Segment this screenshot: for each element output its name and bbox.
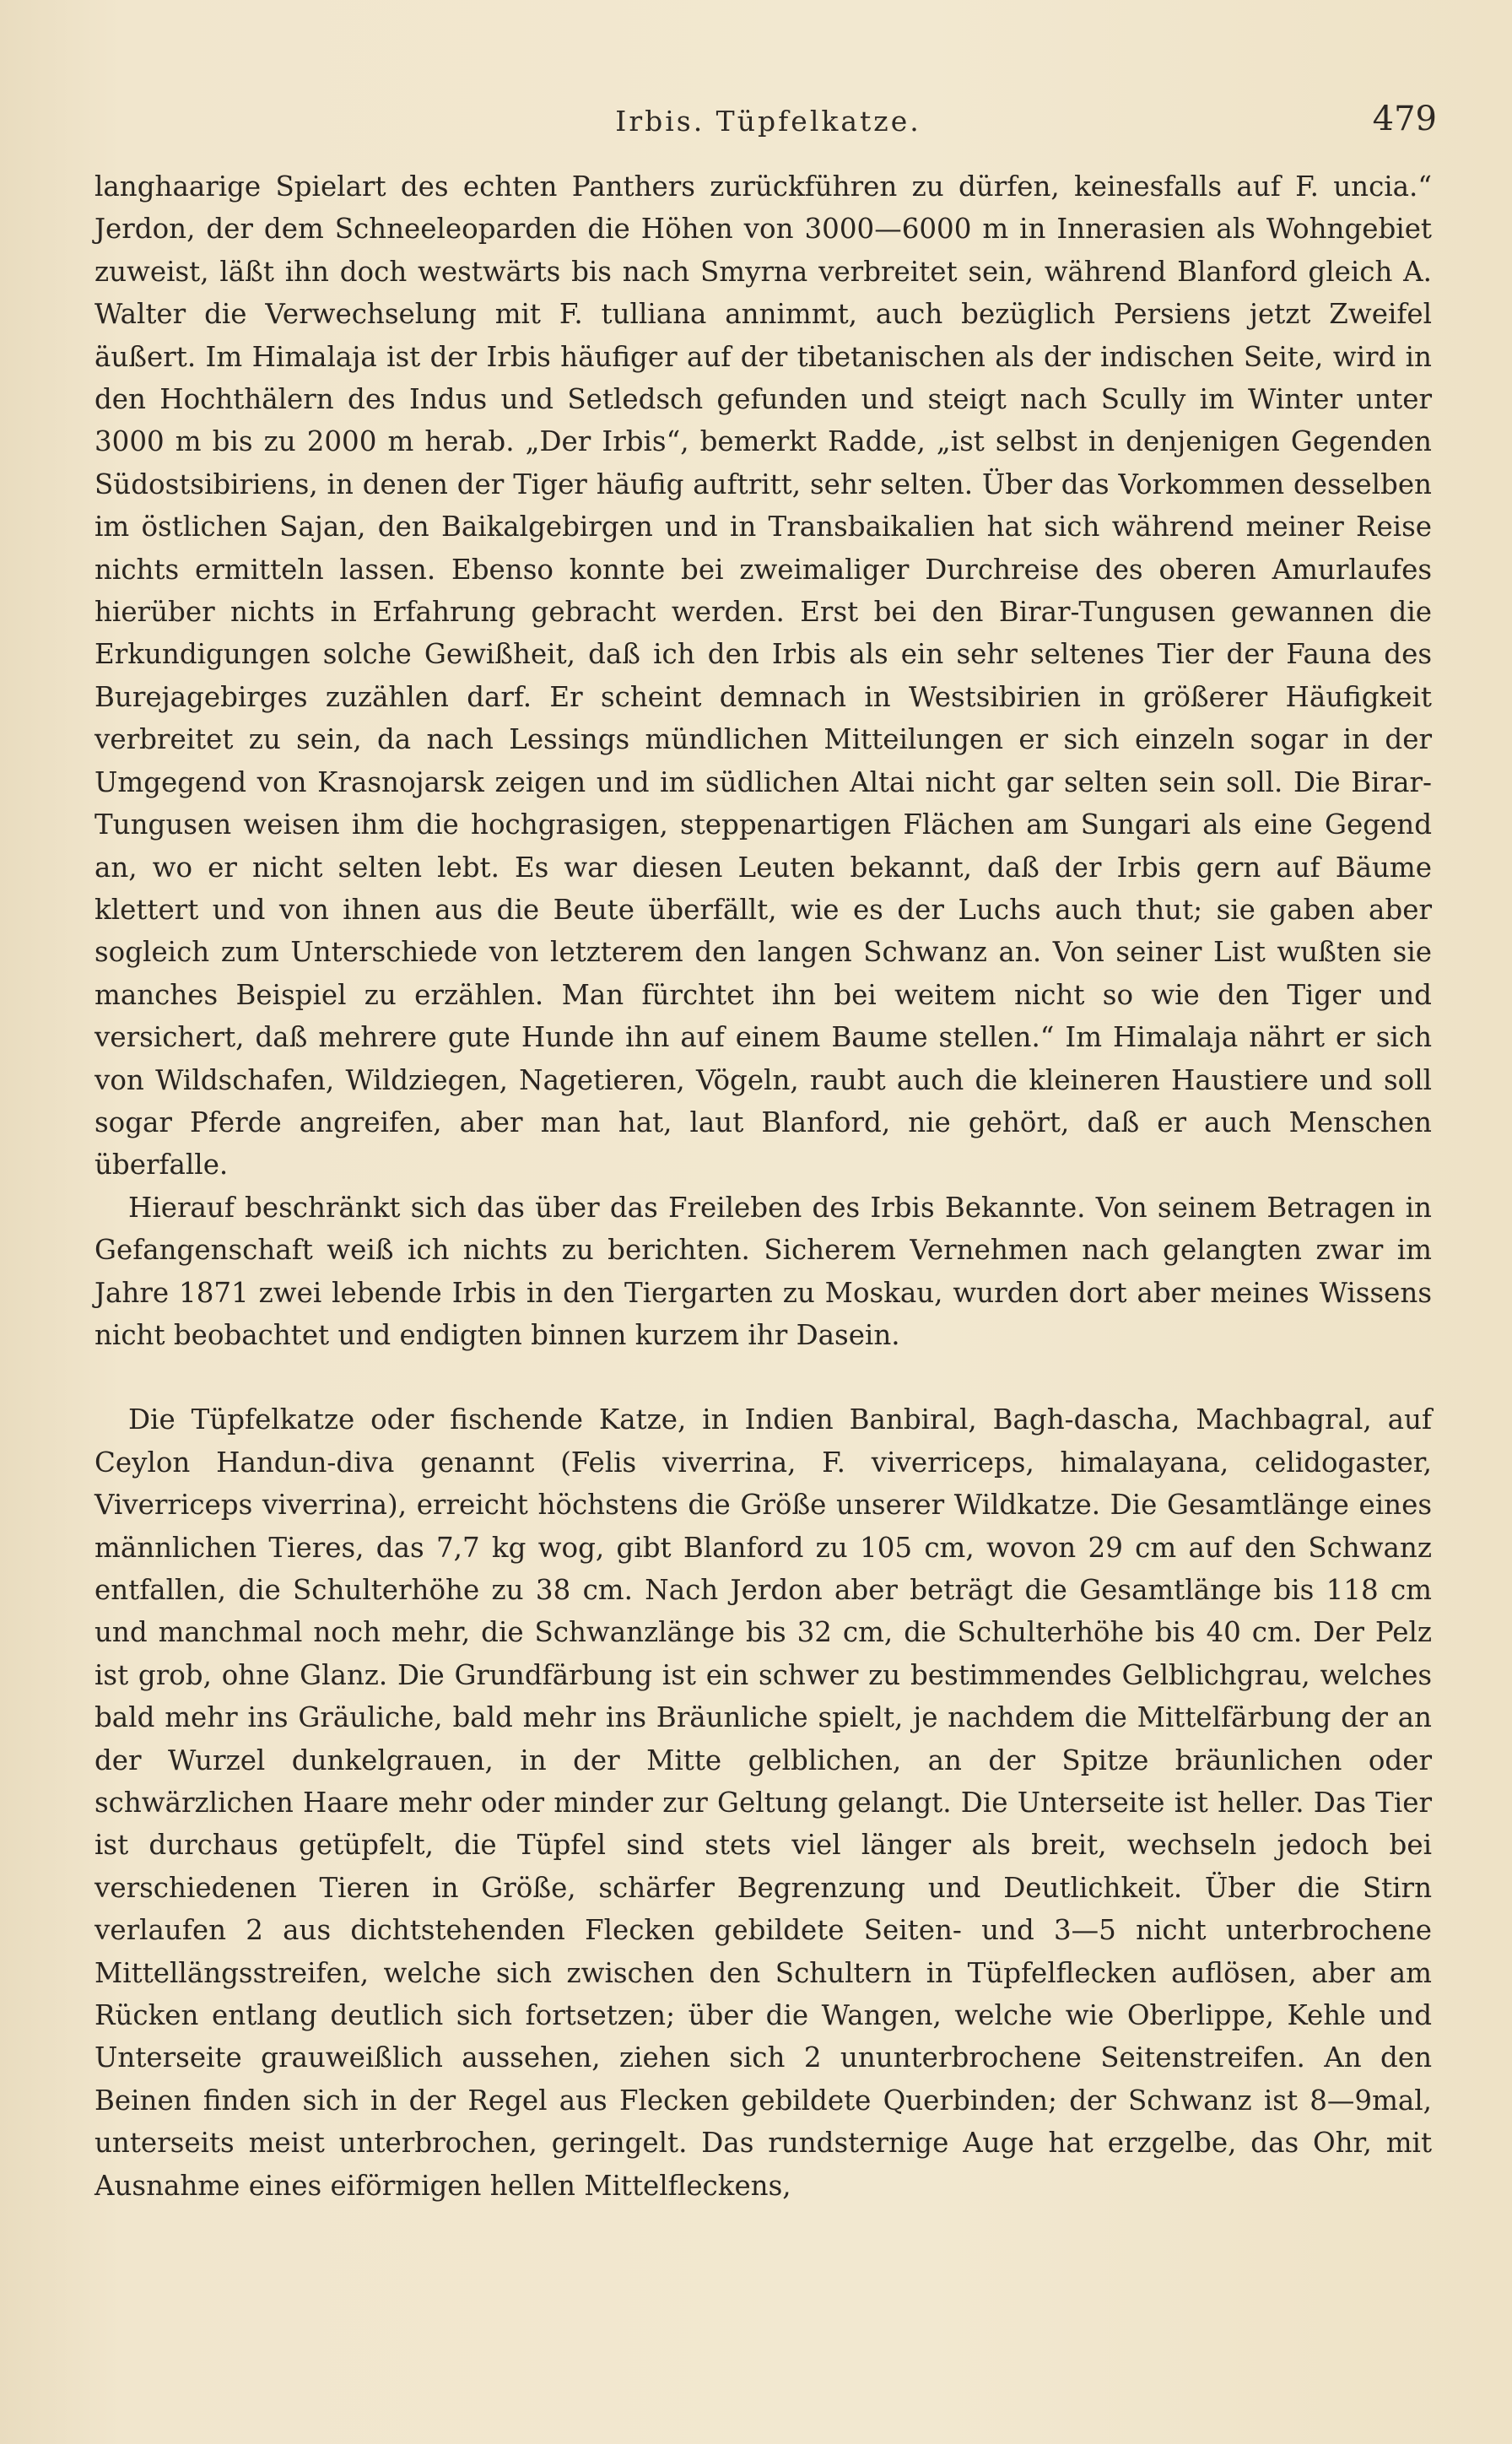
page-header — [100, 100, 1437, 150]
running-title: Irbis. Tüpfelkatze. — [615, 105, 921, 138]
paragraph-text: Hierauf beschränkt sich das über das Freileben des Irbis Bekannte. Von seinem Betragen in Gefangenschaft weiß ich nichts zu berichten. Sicherem Vernehmen nach gelangten zwar im Jahre 1871 zwei lebende Irbis in den Tiergarten zu Moskau, wurden dort aber meines Wissens nicht beobachtet und endigten binnen kurzem ihr Dasein. — [94, 1191, 1432, 1351]
paragraph-text: Die Tüpfelkatze oder fischende Katze, in Indien Banbiral, Bagh-dascha, Machbagral, auf Ceylon Handun-diva genannt (Felis viverrina, F. viverriceps, himalayana, celidogaster, Viverriceps viverrina), erreicht höchstens die Größe unserer Wildkatze. Die Gesamtlänge eines männlichen Tieres, das 7,7 kg wog, gibt Blanford zu 105 cm, wovon 29 cm auf den Schwanz entfallen, die Schulterhöhe zu 38 cm. Nach Jerdon aber beträgt die Gesamtlänge bis 118 cm und manchmal noch mehr, die Schwanzlänge bis 32 cm, die Schulterhöhe bis 40 cm. Der Pelz ist grob, ohne Glanz. Die Grundfärbung ist ein schwer zu bestimmendes Gelblichgrau, welches bald mehr ins Gräuliche, bald mehr ins Bräunliche spielt, je nachdem die Mittelfärbung der an der Wurzel dunkelgrauen, in der Mitte gelblichen, an der Spitze bräunlichen oder schwärzlichen Haare mehr oder minder zur Geltung gelangt. Die Unterseite ist heller. Das Tier ist durchaus getüpfelt, die Tüpfel sind stets viel länger als breit, wechseln jedoch bei verschiedenen Tieren in Größe, schärfer Begrenzung und Deutlichkeit. Über die Stirn verlaufen 2 aus dichtstehenden Flecken gebildete Seiten- und 3—5 nicht unterbrochene Mittellängsstreifen, welche sich zwischen den Schultern in Tüpfelflecken auflösen, aber am Rücken entlang deutlich sich fortsetzen; über die Wangen, welche wie Oberlippe, Kehle und Unterseite grauweißlich aussehen, ziehen sich 2 ununterbrochene Seitenstreifen. An den Beinen finden sich in der Regel aus Flecken gebildete Querbinden; der Schwanz ist 8—9mal, unterseits meist unterbrochen, geringelt. Das rundsternige Auge hat erzgelbe, das Ohr, mit Ausnahme eines eiförmigen hellen Mittelfleckens, — [94, 1403, 1432, 2202]
paragraph-irbis-distribution — [94, 165, 1432, 1187]
paragraph-irbis-captivity — [94, 1187, 1432, 1357]
page-number: 479 — [1372, 100, 1437, 138]
body-text — [94, 165, 1432, 2207]
paragraph-text: langhaarige Spielart des echten Panthers zurückführen zu dürfen, keinesfalls auf F. uncia.“ Jerdon, der dem Schneeleoparden die Höhen von 3000—6000 m in Innerasien als Wohngebiet zuweist, läßt ihn doch westwärts bis nach Smyrna verbreitet sein, während Blanford gleich A. Walter die Verwechselung mit F. tulliana annimmt, auch bezüglich Persiens jetzt Zweifel äußert. Im Himalaja ist der Irbis häufiger auf der tibetanischen als der indischen Seite, wird in den Hochthälern des Indus und Setledsch gefunden und steigt nach Scully im Winter unter 3000 m bis zu 2000 m herab. „Der Irbis“, bemerkt Radde, „ist selbst in denjenigen Gegenden Südostsibiriens, in denen der Tiger häufig auftritt, sehr selten. Über das Vorkommen desselben im östlichen Sajan, den Baikalgebirgen und in Transbaikalien hat sich während meiner Reise nichts ermitteln lassen. Ebenso konnte bei zweimaliger Durchreise des oberen Amurlaufes hierüber nichts in Erfahrung gebracht werden. Erst bei den Birar-Tungusen gewannen die Erkundigungen solche Gewißheit, daß ich den Irbis als ein sehr seltenes Tier der Fauna des Burejagebirges zuzählen darf. Er scheint demnach in Westsibirien in größerer Häufigkeit verbreitet zu sein, da nach Lessings mündlichen Mitteilungen er sich einzeln sogar in der Umgegend von Krasnojarsk zeigen und im südlichen Altai nicht gar selten sein soll. Die Birar-Tungusen weisen ihm die hochgrasigen, steppenartigen Flächen am Sungari als eine Gegend an, wo er nicht selten lebt. Es war diesen Leuten bekannt, daß der Irbis gern auf Bäume klettert und von ihnen aus die Beute überfällt, wie es der Luchs auch thut; sie gaben aber sogleich zum Unterschiede von letzterem den langen Schwanz an. Von seiner List wußten sie manches Beispiel zu erzählen. Man fürchtet ihn bei weitem nicht so wie den Tiger und versichert, daß mehrere gute Hunde ihn auf einem Baume stellen.“ Im Himalaja nährt er sich von Wildschafen, Wildziegen, Nagetieren, Vögeln, raubt auch die kleineren Haustiere und soll sogar Pferde angreifen, aber man hat, laut Blanford, nie gehört, daß er auch Menschen überfalle. — [94, 170, 1432, 1181]
paragraph-tuepfelkatze — [94, 1398, 1432, 2207]
